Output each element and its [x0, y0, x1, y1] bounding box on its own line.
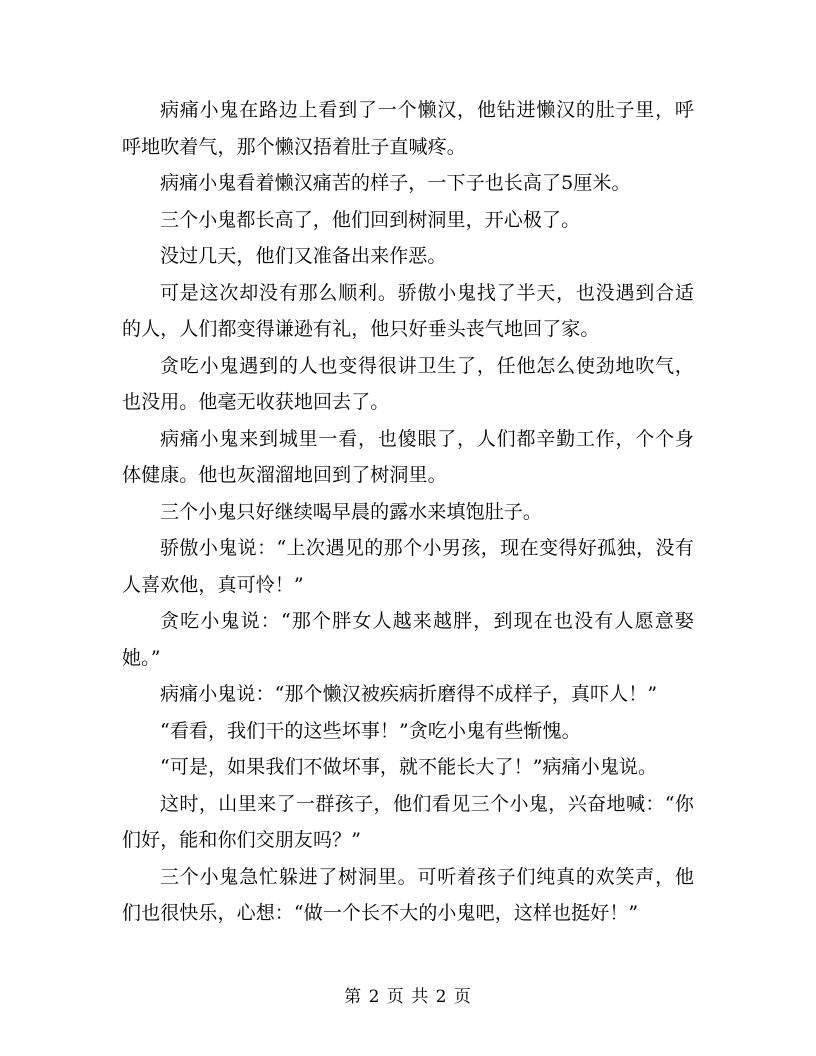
paragraph: “可是，如果我们不做坏事，就不能长大了！”病痛小鬼说。 [160, 756, 658, 778]
paragraph: “看看，我们干的这些坏事！”贪吃小鬼有些惭愧。 [160, 719, 581, 742]
paragraph: 可是这次却没有那么顺利。骄傲小鬼找了半天，也没遇到合适的人，人们都变得谦逊有礼，他只好垂头丧气地回了家。 [122, 281, 694, 340]
paragraph: 三个小鬼急忙躲进了树洞里。可听着孩子们纯真的欢笑声，他们也很快乐，心想：“做一个长不大的小鬼吧，这样也挺好！” [122, 865, 694, 924]
page-footer: 第 2 页 共 2 页 [344, 987, 472, 1007]
paragraph: 三个小鬼只好继续喝早晨的露水来填饱肚子。 [160, 500, 543, 523]
paragraph: 贪吃小鬼说：“那个胖女人越来越胖，到现在也没有人愿意娶她。” [122, 610, 694, 669]
paragraph: 病痛小鬼说：“那个懒汉被疾病折磨得不成样子，真吓人！” [160, 683, 658, 705]
paragraph: 病痛小鬼在路边上看到了一个懒汉，他钻进懒汉的肚子里，呼呼地吹着气，那个懒汉捂着肚子直喊疼。 [122, 99, 694, 158]
paragraph: 没过几天，他们又准备出来作恶。 [160, 245, 447, 267]
paragraph: 三个小鬼都长高了，他们回到树洞里，开心极了。 [160, 208, 581, 231]
paragraph: 贪吃小鬼遇到的人也变得很讲卫生了，任他怎么使劲地吹气，也没用。他毫无收获地回去了。 [122, 354, 694, 413]
paragraph: 骄傲小鬼说：“上次遇见的那个小男孩，现在变得好孤独，没有人喜欢他，真可怜！” [122, 537, 694, 596]
paragraph: 这时，山里来了一群孩子，他们看见三个小鬼，兴奋地喊：“你们好，能和你们交朋友吗？” [122, 792, 694, 851]
story-body [122, 92, 694, 932]
paragraph: 病痛小鬼来到城里一看，也傻眼了，人们都辛勤工作，个个身体健康。他也灰溜溜地回到了树洞里。 [122, 427, 694, 486]
paragraph: 病痛小鬼看着懒汉痛苦的样子，一下子也长高了5厘米。 [160, 172, 631, 194]
